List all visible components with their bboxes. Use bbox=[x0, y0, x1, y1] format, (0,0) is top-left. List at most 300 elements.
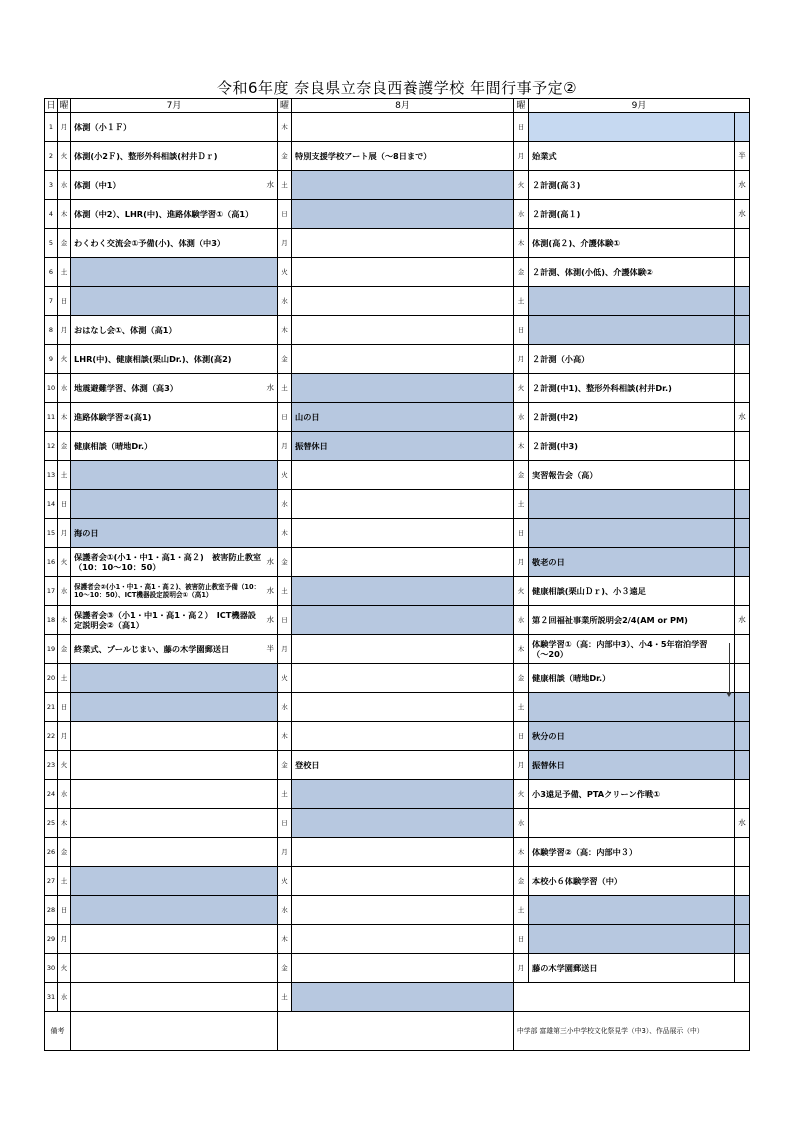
august-event-cell bbox=[292, 925, 514, 954]
table-row bbox=[45, 954, 750, 983]
july-note: 水 bbox=[266, 383, 274, 392]
july-event-cell bbox=[71, 838, 278, 867]
september-weekday: 水 bbox=[514, 200, 529, 229]
august-weekday: 日 bbox=[278, 200, 292, 229]
august-event-cell bbox=[292, 664, 514, 693]
september-event: ２計測(中3) bbox=[532, 441, 578, 451]
table-row bbox=[45, 403, 750, 432]
september-note bbox=[735, 432, 750, 461]
day-number: 10 bbox=[45, 374, 58, 403]
september-weekday: 日 bbox=[514, 113, 529, 142]
september-weekday: 水 bbox=[514, 809, 529, 838]
september-weekday: 金 bbox=[514, 664, 529, 693]
july-event-cell bbox=[71, 751, 278, 780]
table-row bbox=[45, 635, 750, 664]
day-number: 20 bbox=[45, 664, 58, 693]
september-weekday: 月 bbox=[514, 548, 529, 577]
september-event-cell bbox=[529, 751, 735, 780]
september-event-cell bbox=[529, 432, 735, 461]
table-row bbox=[45, 171, 750, 200]
september-weekday: 金 bbox=[514, 867, 529, 896]
day-number: 18 bbox=[45, 606, 58, 635]
july-event-cell bbox=[71, 200, 278, 229]
august-weekday: 金 bbox=[278, 345, 292, 374]
august-event-cell bbox=[292, 751, 514, 780]
august-event-cell bbox=[292, 519, 514, 548]
september-event-cell bbox=[529, 954, 735, 983]
table-row bbox=[45, 287, 750, 316]
august-weekday: 木 bbox=[278, 925, 292, 954]
range-arrow bbox=[729, 643, 730, 693]
table-row bbox=[45, 838, 750, 867]
july-event-cell bbox=[71, 258, 278, 287]
day-number: 9 bbox=[45, 345, 58, 374]
september-event-cell bbox=[529, 925, 735, 954]
september-event: 実習報告会（高） bbox=[532, 470, 598, 480]
september-weekday: 水 bbox=[514, 606, 529, 635]
september-event: 体験学習②（高：内部中３） bbox=[532, 847, 638, 857]
august-event-cell bbox=[292, 403, 514, 432]
july-weekday: 木 bbox=[58, 606, 71, 635]
day-number: 29 bbox=[45, 925, 58, 954]
september-event: 第２回福祉事業所説明会2/4(AM or PM) bbox=[532, 615, 688, 625]
day-number: 21 bbox=[45, 693, 58, 722]
day-number: 27 bbox=[45, 867, 58, 896]
september-weekday: 金 bbox=[514, 258, 529, 287]
september-weekday: 月 bbox=[514, 345, 529, 374]
september-event: 体験学習①（高：内部中3）、小4・5年宿泊学習（～20） bbox=[532, 639, 708, 659]
september-weekday: 日 bbox=[514, 722, 529, 751]
day-number: 26 bbox=[45, 838, 58, 867]
september-event-cell bbox=[529, 722, 735, 751]
september-event-cell bbox=[529, 809, 735, 838]
july-event-cell bbox=[71, 519, 278, 548]
september-weekday: 火 bbox=[514, 780, 529, 809]
table-row bbox=[45, 432, 750, 461]
day-number: 5 bbox=[45, 229, 58, 258]
september-event-cell bbox=[529, 345, 735, 374]
september-event: ２計測（小高） bbox=[532, 354, 590, 364]
july-note: 半 bbox=[266, 644, 274, 653]
september-note bbox=[735, 374, 750, 403]
july-event: 健康相談（晴地Dr.） bbox=[74, 441, 153, 451]
september-weekday: 火 bbox=[514, 374, 529, 403]
september-note bbox=[735, 867, 750, 896]
table-row bbox=[45, 780, 750, 809]
july-event: 体測(小2Ｆ)、整形外科相談(村井Ｄｒ) bbox=[74, 151, 218, 161]
september-event-cell bbox=[529, 200, 735, 229]
day-number: 11 bbox=[45, 403, 58, 432]
september-weekday: 金 bbox=[514, 461, 529, 490]
day-number: 14 bbox=[45, 490, 58, 519]
september-weekday: 木 bbox=[514, 229, 529, 258]
header-july: 7月 bbox=[71, 99, 278, 113]
july-note: 水 bbox=[266, 180, 274, 189]
september-note bbox=[735, 722, 750, 751]
september-note bbox=[735, 896, 750, 925]
september-weekday: 月 bbox=[514, 142, 529, 171]
july-event-cell bbox=[71, 635, 278, 664]
september-event: ２計測(高３) bbox=[532, 180, 581, 190]
table-row bbox=[45, 200, 750, 229]
table-row bbox=[45, 925, 750, 954]
july-weekday: 水 bbox=[58, 983, 71, 1012]
august-weekday: 日 bbox=[278, 809, 292, 838]
september-weekday: 日 bbox=[514, 316, 529, 345]
september-event: 健康相談（晴地Dr.） bbox=[532, 673, 611, 683]
august-event-cell bbox=[292, 983, 514, 1012]
august-event-cell bbox=[292, 548, 514, 577]
table-row bbox=[45, 142, 750, 171]
july-weekday: 火 bbox=[58, 345, 71, 374]
august-event-cell bbox=[292, 838, 514, 867]
table-row bbox=[45, 693, 750, 722]
september-weekday: 月 bbox=[514, 751, 529, 780]
header-day: 日 bbox=[46, 100, 56, 111]
august-event-cell bbox=[292, 142, 514, 171]
day-number: 3 bbox=[45, 171, 58, 200]
remarks-september: 中学部 富雄第三小中学校文化祭見学（中3）、作品展示（中） bbox=[514, 1012, 750, 1051]
august-event: 振替休日 bbox=[295, 441, 328, 451]
day-number: 8 bbox=[45, 316, 58, 345]
september-note bbox=[735, 345, 750, 374]
july-weekday: 火 bbox=[58, 954, 71, 983]
august-event-cell bbox=[292, 432, 514, 461]
day-number: 22 bbox=[45, 722, 58, 751]
september-event: 健康相談(栗山Ｄｒ)、小３遠足 bbox=[532, 586, 646, 596]
august-weekday: 月 bbox=[278, 229, 292, 258]
august-weekday: 日 bbox=[278, 403, 292, 432]
july-weekday: 日 bbox=[58, 693, 71, 722]
september-weekday: 月 bbox=[514, 954, 529, 983]
table-row bbox=[45, 229, 750, 258]
september-note: 水 bbox=[735, 809, 750, 838]
august-weekday: 月 bbox=[278, 838, 292, 867]
august-weekday: 木 bbox=[278, 722, 292, 751]
august-weekday: 土 bbox=[278, 983, 292, 1012]
table-row bbox=[45, 664, 750, 693]
september-weekday: 火 bbox=[514, 577, 529, 606]
september-event: 秋分の日 bbox=[532, 731, 565, 741]
july-note: 水 bbox=[266, 557, 274, 566]
day-number: 31 bbox=[45, 983, 58, 1012]
september-event-cell bbox=[529, 287, 735, 316]
august-weekday: 金 bbox=[278, 548, 292, 577]
september-event-cell bbox=[529, 316, 735, 345]
july-weekday: 木 bbox=[58, 403, 71, 432]
table-row bbox=[45, 751, 750, 780]
september-note bbox=[735, 635, 750, 664]
day-number: 19 bbox=[45, 635, 58, 664]
page-title: 令和6年度 奈良県立奈良西養護学校 年間行事予定② bbox=[216, 79, 578, 97]
july-event-cell bbox=[71, 983, 278, 1012]
august-weekday: 土 bbox=[278, 374, 292, 403]
day-number: 15 bbox=[45, 519, 58, 548]
september-event-cell bbox=[529, 577, 735, 606]
september-event-cell bbox=[529, 229, 735, 258]
july-event: 保護者会③（小1・中1・高1・高２） ICT機器設定説明会②（高1） bbox=[74, 610, 256, 630]
august-weekday: 金 bbox=[278, 142, 292, 171]
header-september-weekday: 曜 bbox=[514, 99, 529, 113]
header-august: 8月 bbox=[292, 99, 514, 113]
august-event-cell bbox=[292, 577, 514, 606]
september-note bbox=[735, 258, 750, 287]
september-event-cell bbox=[529, 693, 735, 722]
table-row bbox=[45, 490, 750, 519]
september-weekday: 日 bbox=[514, 519, 529, 548]
table-row bbox=[45, 316, 750, 345]
july-weekday: 日 bbox=[58, 287, 71, 316]
september-event-cell bbox=[529, 548, 735, 577]
july-event-cell bbox=[71, 606, 278, 635]
july-weekday: 月 bbox=[58, 925, 71, 954]
august-event-cell bbox=[292, 171, 514, 200]
july-weekday: 金 bbox=[58, 229, 71, 258]
september-note bbox=[735, 548, 750, 577]
remarks-august bbox=[278, 1012, 514, 1051]
july-event: 体測（小１Ｆ） bbox=[74, 122, 132, 132]
september-event-cell bbox=[529, 867, 735, 896]
august-event-cell bbox=[292, 780, 514, 809]
july-event-cell bbox=[71, 316, 278, 345]
september-note: 水 bbox=[735, 403, 750, 432]
july-weekday: 金 bbox=[58, 432, 71, 461]
september-note: 水 bbox=[735, 200, 750, 229]
remarks-row bbox=[45, 1012, 750, 1051]
september-event-cell bbox=[529, 142, 735, 171]
july-weekday: 月 bbox=[58, 519, 71, 548]
july-event-cell bbox=[71, 809, 278, 838]
august-event-cell bbox=[292, 867, 514, 896]
july-event-cell bbox=[71, 461, 278, 490]
july-weekday: 金 bbox=[58, 635, 71, 664]
remarks-label: 備考 bbox=[45, 1012, 71, 1051]
september-event: ２計測(中1)、整形外科相談(村井Dr.) bbox=[532, 383, 672, 393]
august-event-cell bbox=[292, 954, 514, 983]
july-event: 地震避難学習、体測（高3） bbox=[74, 383, 178, 393]
day-number: 12 bbox=[45, 432, 58, 461]
september-note bbox=[735, 229, 750, 258]
july-event-cell bbox=[71, 780, 278, 809]
july-weekday: 火 bbox=[58, 548, 71, 577]
day-number: 1 bbox=[45, 113, 58, 142]
july-event: 終業式、プールじまい、藤の木学園郵送日 bbox=[74, 644, 230, 654]
september-event-cell bbox=[529, 171, 735, 200]
july-weekday: 水 bbox=[58, 374, 71, 403]
july-weekday: 月 bbox=[58, 722, 71, 751]
august-event-cell bbox=[292, 374, 514, 403]
july-event: 体測（中2）、LHR(中)、進路体験学習①（高1） bbox=[74, 209, 254, 219]
table-row bbox=[45, 809, 750, 838]
september-weekday: 土 bbox=[514, 490, 529, 519]
august-event-cell bbox=[292, 113, 514, 142]
august-event-cell bbox=[292, 461, 514, 490]
august-weekday: 日 bbox=[278, 606, 292, 635]
july-event: 保護者会①(小1・中1・高1・高２) 被害防止教室（10：10～10：50） bbox=[74, 552, 262, 572]
july-event-cell bbox=[71, 113, 278, 142]
july-weekday: 日 bbox=[58, 896, 71, 925]
august-event: 特別支援学校アート展（～8日まで） bbox=[295, 151, 432, 161]
table-row bbox=[45, 258, 750, 287]
september-note bbox=[735, 954, 750, 983]
july-event-cell bbox=[71, 925, 278, 954]
september-note bbox=[735, 780, 750, 809]
august-weekday: 水 bbox=[278, 287, 292, 316]
day-number: 16 bbox=[45, 548, 58, 577]
july-event: 保護者会②(小1・中1・高1・高２)、被害防止教室予備（10：10～10：50）、ICT機器設定説明会①（高1） bbox=[74, 583, 261, 599]
september-note bbox=[735, 751, 750, 780]
july-event-cell bbox=[71, 403, 278, 432]
july-weekday: 火 bbox=[58, 142, 71, 171]
september-event-cell bbox=[529, 403, 735, 432]
september-note: 半 bbox=[735, 142, 750, 171]
august-event-cell bbox=[292, 635, 514, 664]
july-weekday: 土 bbox=[58, 258, 71, 287]
august-weekday: 木 bbox=[278, 316, 292, 345]
header-august-weekday: 曜 bbox=[278, 99, 292, 113]
july-event: LHR(中)、健康相談(栗山Dr.)、体測(高2) bbox=[74, 354, 232, 364]
august-event-cell bbox=[292, 809, 514, 838]
july-event: おはなし会①、体測（高1） bbox=[74, 325, 177, 335]
september-empty-cell bbox=[514, 983, 750, 1012]
july-event-cell bbox=[71, 693, 278, 722]
table-row bbox=[45, 113, 750, 142]
july-event-cell bbox=[71, 490, 278, 519]
july-weekday: 木 bbox=[58, 200, 71, 229]
september-weekday: 土 bbox=[514, 896, 529, 925]
july-event-cell bbox=[71, 867, 278, 896]
august-event-cell bbox=[292, 345, 514, 374]
august-event-cell bbox=[292, 229, 514, 258]
table-row bbox=[45, 374, 750, 403]
august-event-cell bbox=[292, 258, 514, 287]
september-weekday: 木 bbox=[514, 432, 529, 461]
july-event: 海の日 bbox=[74, 528, 99, 538]
table-row bbox=[45, 548, 750, 577]
july-note: 水 bbox=[266, 586, 274, 595]
header-september: 9月 bbox=[529, 99, 750, 113]
header-weekday: 曜 bbox=[59, 100, 69, 111]
september-event-cell bbox=[529, 896, 735, 925]
july-event-cell bbox=[71, 548, 278, 577]
september-event: 始業式 bbox=[532, 151, 557, 161]
august-weekday: 水 bbox=[278, 693, 292, 722]
table-row bbox=[45, 461, 750, 490]
september-note bbox=[735, 577, 750, 606]
table-row bbox=[45, 896, 750, 925]
july-event-cell bbox=[71, 896, 278, 925]
september-event: 体測(高２)、介護体験① bbox=[532, 238, 621, 248]
september-event: 振替休日 bbox=[532, 760, 565, 770]
september-event-cell bbox=[529, 461, 735, 490]
september-weekday: 日 bbox=[514, 925, 529, 954]
august-weekday: 火 bbox=[278, 461, 292, 490]
august-weekday: 木 bbox=[278, 519, 292, 548]
september-weekday: 木 bbox=[514, 838, 529, 867]
september-note: 水 bbox=[735, 171, 750, 200]
july-event-cell bbox=[71, 577, 278, 606]
day-number: 13 bbox=[45, 461, 58, 490]
july-weekday: 月 bbox=[58, 113, 71, 142]
day-number: 7 bbox=[45, 287, 58, 316]
august-weekday: 月 bbox=[278, 432, 292, 461]
september-note bbox=[735, 693, 750, 722]
july-event-cell bbox=[71, 287, 278, 316]
september-weekday: 火 bbox=[514, 171, 529, 200]
day-number: 2 bbox=[45, 142, 58, 171]
table-row bbox=[45, 519, 750, 548]
september-event: ２計測(中2) bbox=[532, 412, 578, 422]
september-note bbox=[735, 461, 750, 490]
july-weekday: 水 bbox=[58, 577, 71, 606]
table-row bbox=[45, 606, 750, 635]
day-number: 30 bbox=[45, 954, 58, 983]
september-event: ２計測(高１) bbox=[532, 209, 581, 219]
september-weekday: 水 bbox=[514, 403, 529, 432]
september-event-cell bbox=[529, 635, 735, 664]
september-event: 敬老の日 bbox=[532, 557, 565, 567]
august-weekday: 火 bbox=[278, 258, 292, 287]
august-weekday: 水 bbox=[278, 490, 292, 519]
july-event-cell bbox=[71, 229, 278, 258]
september-event-cell bbox=[529, 490, 735, 519]
september-note bbox=[735, 316, 750, 345]
september-note bbox=[735, 519, 750, 548]
august-event-cell bbox=[292, 287, 514, 316]
september-note bbox=[735, 113, 750, 142]
september-event-cell bbox=[529, 664, 735, 693]
july-weekday: 土 bbox=[58, 461, 71, 490]
table-row bbox=[45, 867, 750, 896]
july-event-cell bbox=[71, 374, 278, 403]
table-row bbox=[45, 983, 750, 1012]
september-event-cell bbox=[529, 258, 735, 287]
august-weekday: 月 bbox=[278, 635, 292, 664]
july-event-cell bbox=[71, 432, 278, 461]
day-number: 17 bbox=[45, 577, 58, 606]
july-event-cell bbox=[71, 664, 278, 693]
day-number: 23 bbox=[45, 751, 58, 780]
july-weekday: 土 bbox=[58, 867, 71, 896]
august-weekday: 土 bbox=[278, 780, 292, 809]
august-weekday: 火 bbox=[278, 664, 292, 693]
july-event-cell bbox=[71, 954, 278, 983]
annual-schedule-table bbox=[44, 98, 750, 1051]
table-row bbox=[45, 345, 750, 374]
header-row bbox=[45, 99, 750, 113]
september-note bbox=[735, 490, 750, 519]
july-weekday: 金 bbox=[58, 838, 71, 867]
july-weekday: 土 bbox=[58, 664, 71, 693]
august-event-cell bbox=[292, 606, 514, 635]
september-event-cell bbox=[529, 519, 735, 548]
july-event-cell bbox=[71, 142, 278, 171]
day-number: 24 bbox=[45, 780, 58, 809]
august-event-cell bbox=[292, 200, 514, 229]
september-event-cell bbox=[529, 606, 735, 635]
september-weekday: 木 bbox=[514, 635, 529, 664]
september-weekday: 土 bbox=[514, 287, 529, 316]
july-event: わくわく交流会①予備(小)、体測（中3） bbox=[74, 238, 226, 248]
july-note: 水 bbox=[266, 615, 274, 624]
september-event-cell bbox=[529, 838, 735, 867]
august-weekday: 金 bbox=[278, 954, 292, 983]
september-event: 本校小６体験学習（中） bbox=[532, 876, 623, 886]
july-event-cell bbox=[71, 345, 278, 374]
day-number: 4 bbox=[45, 200, 58, 229]
august-event-cell bbox=[292, 316, 514, 345]
august-event: 山の日 bbox=[295, 412, 320, 422]
